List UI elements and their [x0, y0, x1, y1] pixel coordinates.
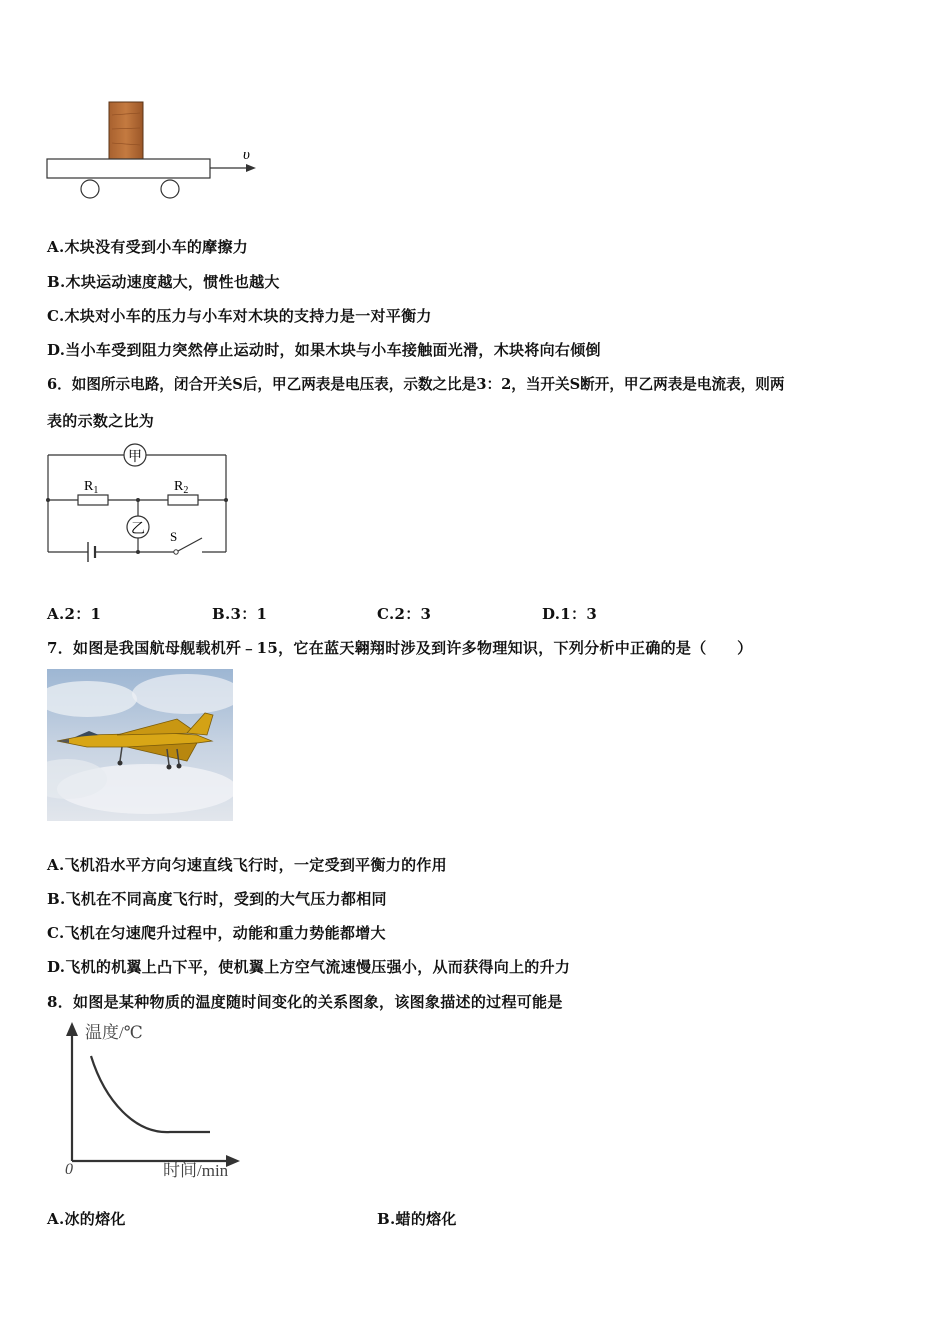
- q7-option-c: C.飞机在匀速爬升过程中，动能和重力势能都增大: [47, 924, 386, 942]
- cart-wheel-left: [81, 180, 99, 198]
- velocity-arrow: [246, 164, 256, 172]
- wooden-block: [109, 102, 143, 159]
- switch-s: [178, 538, 202, 551]
- cart-body: [47, 159, 210, 178]
- q5-option-a: A.木块没有受到小车的摩擦力: [47, 238, 249, 256]
- temperature-time-graph: [45, 1016, 260, 1181]
- r2-label: $R_2$: [174, 479, 189, 496]
- q7-stem: 7．如图是我国航母舰载机歼﹣15，它在蓝天翱翔时涉及到许多物理知识，下列分析中正确的是（ ）: [47, 639, 753, 657]
- q6-stem-line2: 表的示数之比为: [47, 412, 155, 430]
- meter-yi-label: 乙: [131, 522, 145, 537]
- graph-origin: 0: [65, 1161, 73, 1178]
- q6-option-d: D.1：3: [542, 605, 598, 623]
- q5-option-d: D.当小车受到阻力突然停止运动时，如果木块与小车接触面光滑，木块将向右倾倒: [47, 341, 601, 359]
- q8-stem: 8．如图是某种物质的温度随时间变化的关系图象，该图象描述的过程可能是: [47, 993, 563, 1011]
- q6-option-b: B.3：1: [212, 605, 268, 623]
- q6-stem-line1: 6．如图所示电路，闭合开关S后，甲乙两表是电压表，示数之比是3：2，当开关S断开，甲乙两表是电流表，则两: [47, 376, 785, 393]
- resistor-r1: [78, 495, 108, 505]
- q6-option-a: A.2：1: [47, 605, 102, 623]
- r1-label: $R_1$: [84, 479, 99, 496]
- meter-jia-label: 甲: [128, 450, 142, 465]
- circuit-diagram: [40, 438, 240, 573]
- velocity-label: υ: [243, 147, 250, 163]
- q5-option-c: C.木块对小车的压力与小车对木块的支持力是一对平衡力: [47, 307, 432, 325]
- cart-wheel-right: [161, 180, 179, 198]
- q7-option-b: B.飞机在不同高度飞行时，受到的大气压力都相同: [47, 890, 387, 908]
- j15-fighter-photo: [47, 669, 233, 821]
- q7-option-a: A.飞机沿水平方向匀速直线飞行时，一定受到平衡力的作用: [47, 856, 447, 874]
- q8-option-b: B.蜡的熔化: [377, 1210, 457, 1228]
- q8-option-a: A.冰的熔化: [47, 1210, 126, 1228]
- resistor-r2: [168, 495, 198, 505]
- block-on-cart-figure: [40, 95, 280, 205]
- q6-option-c: C.2：3: [377, 605, 432, 623]
- cooling-curve: [91, 1056, 210, 1132]
- q7-option-d: D.飞机的机翼上凸下平，使机翼上方空气流速慢压强小，从而获得向上的升力: [47, 958, 571, 976]
- graph-ylabel: 温度/℃: [85, 1023, 143, 1042]
- graph-xlabel: 时间/min: [163, 1161, 229, 1180]
- q5-option-b: B.木块运动速度越大，惯性也越大: [47, 273, 280, 291]
- switch-label: S: [170, 529, 178, 544]
